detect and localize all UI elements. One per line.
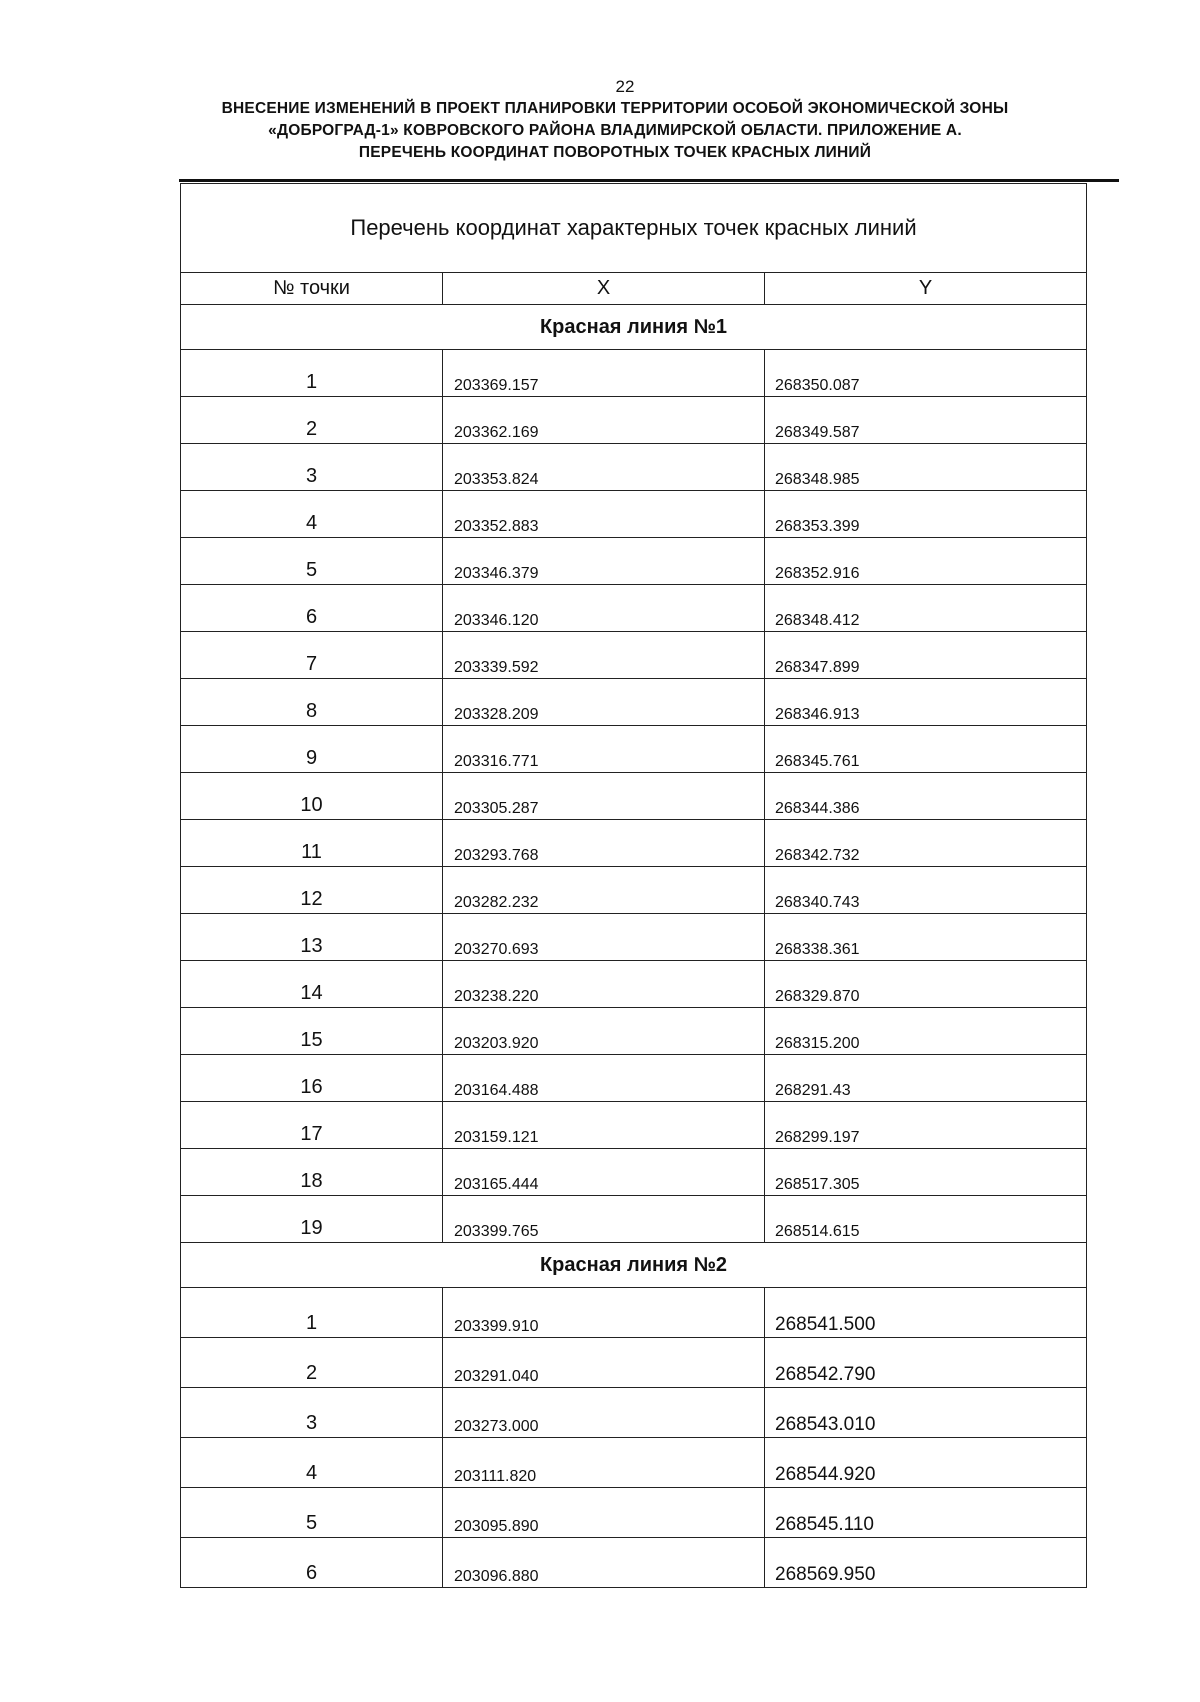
y-coordinate: 268338.361	[765, 914, 1087, 961]
document-header	[0, 76, 1200, 164]
x-coordinate: 203362.169	[443, 397, 765, 444]
y-coordinate: 268347.899	[765, 632, 1087, 679]
x-coordinate: 203111.820	[443, 1438, 765, 1488]
table-row	[181, 679, 1087, 726]
y-coordinate: 268569.950	[765, 1538, 1087, 1588]
y-coordinate: 268346.913	[765, 679, 1087, 726]
point-number: 1	[181, 1288, 443, 1338]
table-row	[181, 773, 1087, 820]
x-coordinate: 203353.824	[443, 444, 765, 491]
point-number: 5	[181, 538, 443, 585]
y-coordinate: 268514.615	[765, 1196, 1087, 1243]
table-row	[181, 1338, 1087, 1388]
y-coordinate: 268329.870	[765, 961, 1087, 1008]
y-coordinate: 268315.200	[765, 1008, 1087, 1055]
table-row	[181, 1488, 1087, 1538]
x-coordinate: 203369.157	[443, 350, 765, 397]
point-number: 6	[181, 1538, 443, 1588]
y-coordinate: 268541.500	[765, 1288, 1087, 1338]
point-number: 6	[181, 585, 443, 632]
x-coordinate: 203316.771	[443, 726, 765, 773]
x-coordinate: 203165.444	[443, 1149, 765, 1196]
table-row	[181, 1438, 1087, 1488]
red-line-section-1	[181, 305, 1087, 1243]
table-row	[181, 491, 1087, 538]
table-row	[181, 1149, 1087, 1196]
table-row	[181, 397, 1087, 444]
point-number: 17	[181, 1102, 443, 1149]
x-coordinate: 203203.920	[443, 1008, 765, 1055]
y-coordinate: 268349.587	[765, 397, 1087, 444]
y-coordinate: 268353.399	[765, 491, 1087, 538]
y-coordinate: 268544.920	[765, 1438, 1087, 1488]
point-number: 8	[181, 679, 443, 726]
table-row	[181, 961, 1087, 1008]
table-row	[181, 1388, 1087, 1438]
y-coordinate: 268299.197	[765, 1102, 1087, 1149]
x-coordinate: 203352.883	[443, 491, 765, 538]
point-number: 1	[181, 350, 443, 397]
point-number: 3	[181, 444, 443, 491]
table-row	[181, 1538, 1087, 1588]
table-row	[181, 585, 1087, 632]
table-row	[181, 444, 1087, 491]
table-row	[181, 1102, 1087, 1149]
y-coordinate: 268352.916	[765, 538, 1087, 585]
x-coordinate: 203095.890	[443, 1488, 765, 1538]
point-number: 5	[181, 1488, 443, 1538]
point-number: 12	[181, 867, 443, 914]
point-number: 13	[181, 914, 443, 961]
x-coordinate: 203273.000	[443, 1388, 765, 1438]
y-coordinate: 268517.305	[765, 1149, 1087, 1196]
point-number: 4	[181, 1438, 443, 1488]
doc-title-line-3: ПЕРЕЧЕНЬ КООРДИНАТ ПОВОРОТНЫХ ТОЧЕК КРАСНЫХ ЛИНИЙ	[358, 144, 872, 161]
page-number: 22	[615, 77, 635, 96]
y-coordinate: 268291.43	[765, 1055, 1087, 1102]
table-row	[181, 914, 1087, 961]
x-coordinate: 203293.768	[443, 820, 765, 867]
table-row	[181, 1008, 1087, 1055]
x-coordinate: 203291.040	[443, 1338, 765, 1388]
point-number: 11	[181, 820, 443, 867]
point-number: 15	[181, 1008, 443, 1055]
coordinates-table	[180, 183, 1087, 1588]
header-divider	[179, 179, 1119, 182]
doc-title-line-1: ВНЕСЕНИЕ ИЗМЕНЕНИЙ В ПРОЕКТ ПЛАНИРОВКИ ТЕРРИТОРИИ ОСОБОЙ ЭКОНОМИЧЕСКОЙ ЗОНЫ	[221, 100, 1009, 117]
y-coordinate: 268348.412	[765, 585, 1087, 632]
x-coordinate: 203305.287	[443, 773, 765, 820]
table-row	[181, 350, 1087, 397]
red-line-section-2	[181, 1243, 1087, 1588]
y-coordinate: 268545.110	[765, 1488, 1087, 1538]
y-coordinate: 268344.386	[765, 773, 1087, 820]
column-header-point: № точки	[181, 273, 443, 305]
point-number: 2	[181, 397, 443, 444]
point-number: 2	[181, 1338, 443, 1388]
table-row	[181, 632, 1087, 679]
point-number: 18	[181, 1149, 443, 1196]
y-coordinate: 268342.732	[765, 820, 1087, 867]
x-coordinate: 203328.209	[443, 679, 765, 726]
column-header-x: X	[443, 273, 765, 305]
point-number: 19	[181, 1196, 443, 1243]
point-number: 16	[181, 1055, 443, 1102]
y-coordinate: 268543.010	[765, 1388, 1087, 1438]
table-header-row	[181, 273, 1087, 305]
point-number: 3	[181, 1388, 443, 1438]
doc-title-line-2: «ДОБРОГРАД-1» КОВРОВСКОГО РАЙОНА ВЛАДИМИРСКОЙ ОБЛАСТИ. ПРИЛОЖЕНИЕ А.	[268, 122, 962, 139]
x-coordinate: 203282.232	[443, 867, 765, 914]
table-row	[181, 867, 1087, 914]
table-row	[181, 820, 1087, 867]
x-coordinate: 203238.220	[443, 961, 765, 1008]
x-coordinate: 203339.592	[443, 632, 765, 679]
point-number: 7	[181, 632, 443, 679]
table-row	[181, 1055, 1087, 1102]
section-title: Красная линия №1	[181, 305, 1087, 350]
y-coordinate: 268340.743	[765, 867, 1087, 914]
table-row	[181, 726, 1087, 773]
y-coordinate: 268350.087	[765, 350, 1087, 397]
y-coordinate: 268542.790	[765, 1338, 1087, 1388]
table-caption: Перечень координат характерных точек красных линий	[181, 184, 1087, 273]
coordinates-sheet	[180, 183, 1086, 1588]
x-coordinate: 203096.880	[443, 1538, 765, 1588]
y-coordinate: 268345.761	[765, 726, 1087, 773]
x-coordinate: 203164.488	[443, 1055, 765, 1102]
x-coordinate: 203399.910	[443, 1288, 765, 1338]
x-coordinate: 203346.379	[443, 538, 765, 585]
column-header-y: Y	[765, 273, 1087, 305]
point-number: 9	[181, 726, 443, 773]
y-coordinate: 268348.985	[765, 444, 1087, 491]
table-row	[181, 538, 1087, 585]
point-number: 4	[181, 491, 443, 538]
x-coordinate: 203399.765	[443, 1196, 765, 1243]
table-row	[181, 1288, 1087, 1338]
point-number: 14	[181, 961, 443, 1008]
section-title: Красная линия №2	[181, 1243, 1087, 1288]
point-number: 10	[181, 773, 443, 820]
table-row	[181, 1196, 1087, 1243]
x-coordinate: 203346.120	[443, 585, 765, 632]
x-coordinate: 203270.693	[443, 914, 765, 961]
x-coordinate: 203159.121	[443, 1102, 765, 1149]
